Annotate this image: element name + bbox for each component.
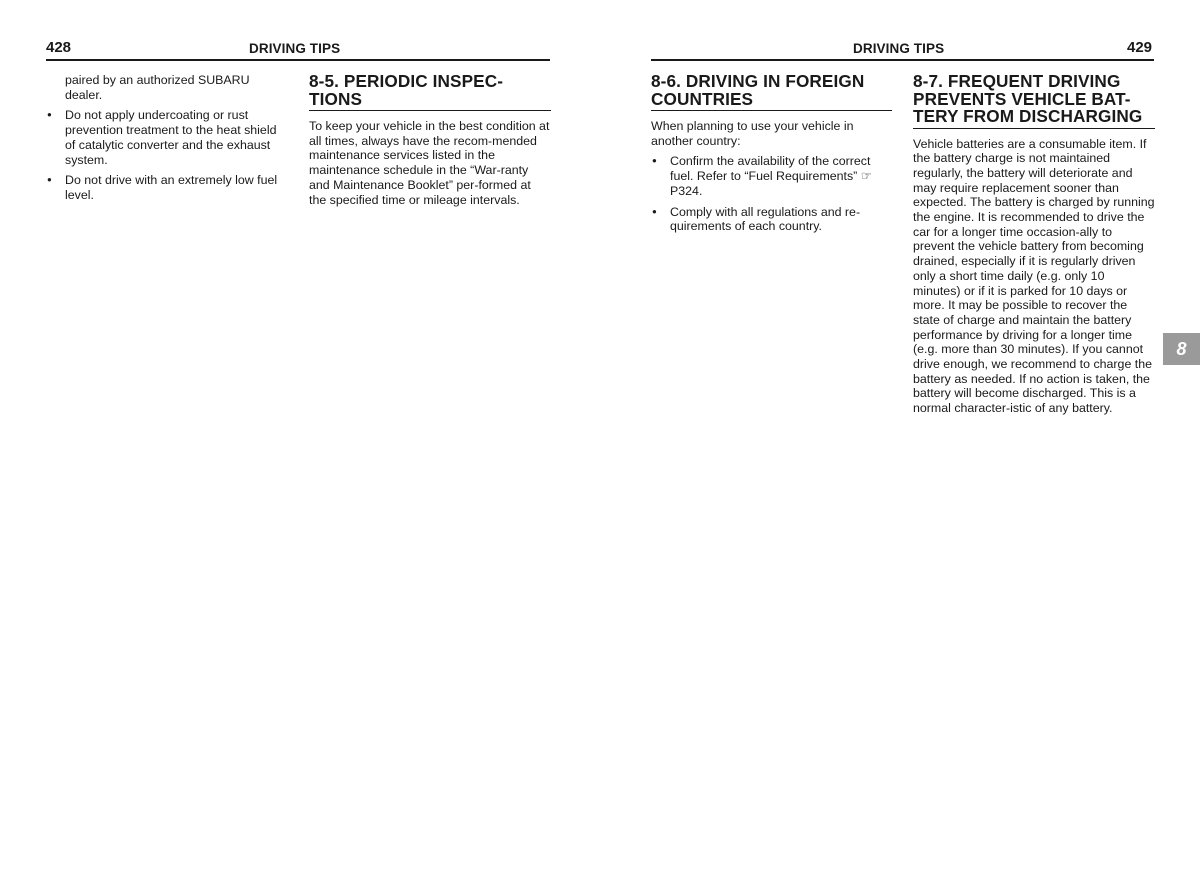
section-body-8-7: Vehicle batteries are a consumable item. If the battery charge is not maintained regularly, the battery will deteriorate and may require replacement sooner than expected. The battery is charged by running the engine. It is recommended to drive the car for a longer time occasion-ally to prevent the vehicle battery from becoming drained, especially if it is regularly driven only a short time daily (e.g. only 10 minutes) or if it is parked for 10 days or more. It may be possible to recover the state of charge and maintain the battery performance by driving for a longer time (e.g. more than 30 minutes). If you cannot drive enough, we recommend to charge the battery as needed. If no action is taken, the battery will become discharged. This is a normal character-istic of any battery. xyxy=(913,136,1155,416)
section-heading-8-5: 8-5. PERIODIC INSPEC-TIONS xyxy=(309,73,551,111)
left-page-number: 428 xyxy=(46,39,72,56)
list-item: ● Comply with all regulations and re-quirements of each country. xyxy=(651,205,892,234)
bullet-list xyxy=(46,108,289,202)
list-item: ● Confirm the availability of the correct fuel. Refer to “Fuel Requirements” ☞P324. xyxy=(651,154,892,198)
right-column-1 xyxy=(651,73,892,240)
continuation-text: paired by an authorized SUBARU dealer. xyxy=(65,73,250,102)
right-column-2 xyxy=(913,73,1155,422)
right-header-rule xyxy=(651,59,1154,61)
section-heading-8-6: 8-6. DRIVING IN FOREIGN COUNTRIES xyxy=(651,73,892,111)
list-item: ● Do not drive with an extremely low fuel level. xyxy=(46,173,289,202)
right-running-head: DRIVING TIPS xyxy=(853,41,945,56)
left-running-head: DRIVING TIPS xyxy=(249,41,341,56)
right-page-number: 429 xyxy=(1127,39,1153,56)
section-tab: 8 xyxy=(1163,333,1200,365)
section-body-8-5: To keep your vehicle in the best condition at all times, always have the recom-mended maintenance services listed in the maintenance schedule in the “War-ranty and Maintenance Booklet” per-formed at the specified time or mileage intervals. xyxy=(309,119,550,207)
section-heading-8-7: 8-7. FREQUENT DRIVING PREVENTS VEHICLE BAT-TERY FROM DISCHARGING xyxy=(913,73,1155,129)
left-column-2 xyxy=(309,73,551,213)
list-item: ● Do not apply undercoating or rust prevention treatment to the heat shield of catalytic converter and the exhaust system. xyxy=(46,108,289,167)
section-intro-8-6: When planning to use your vehicle in another country: xyxy=(651,119,854,148)
left-column-1 xyxy=(46,73,289,209)
bullet-list xyxy=(651,154,892,234)
left-header-rule xyxy=(46,59,550,61)
